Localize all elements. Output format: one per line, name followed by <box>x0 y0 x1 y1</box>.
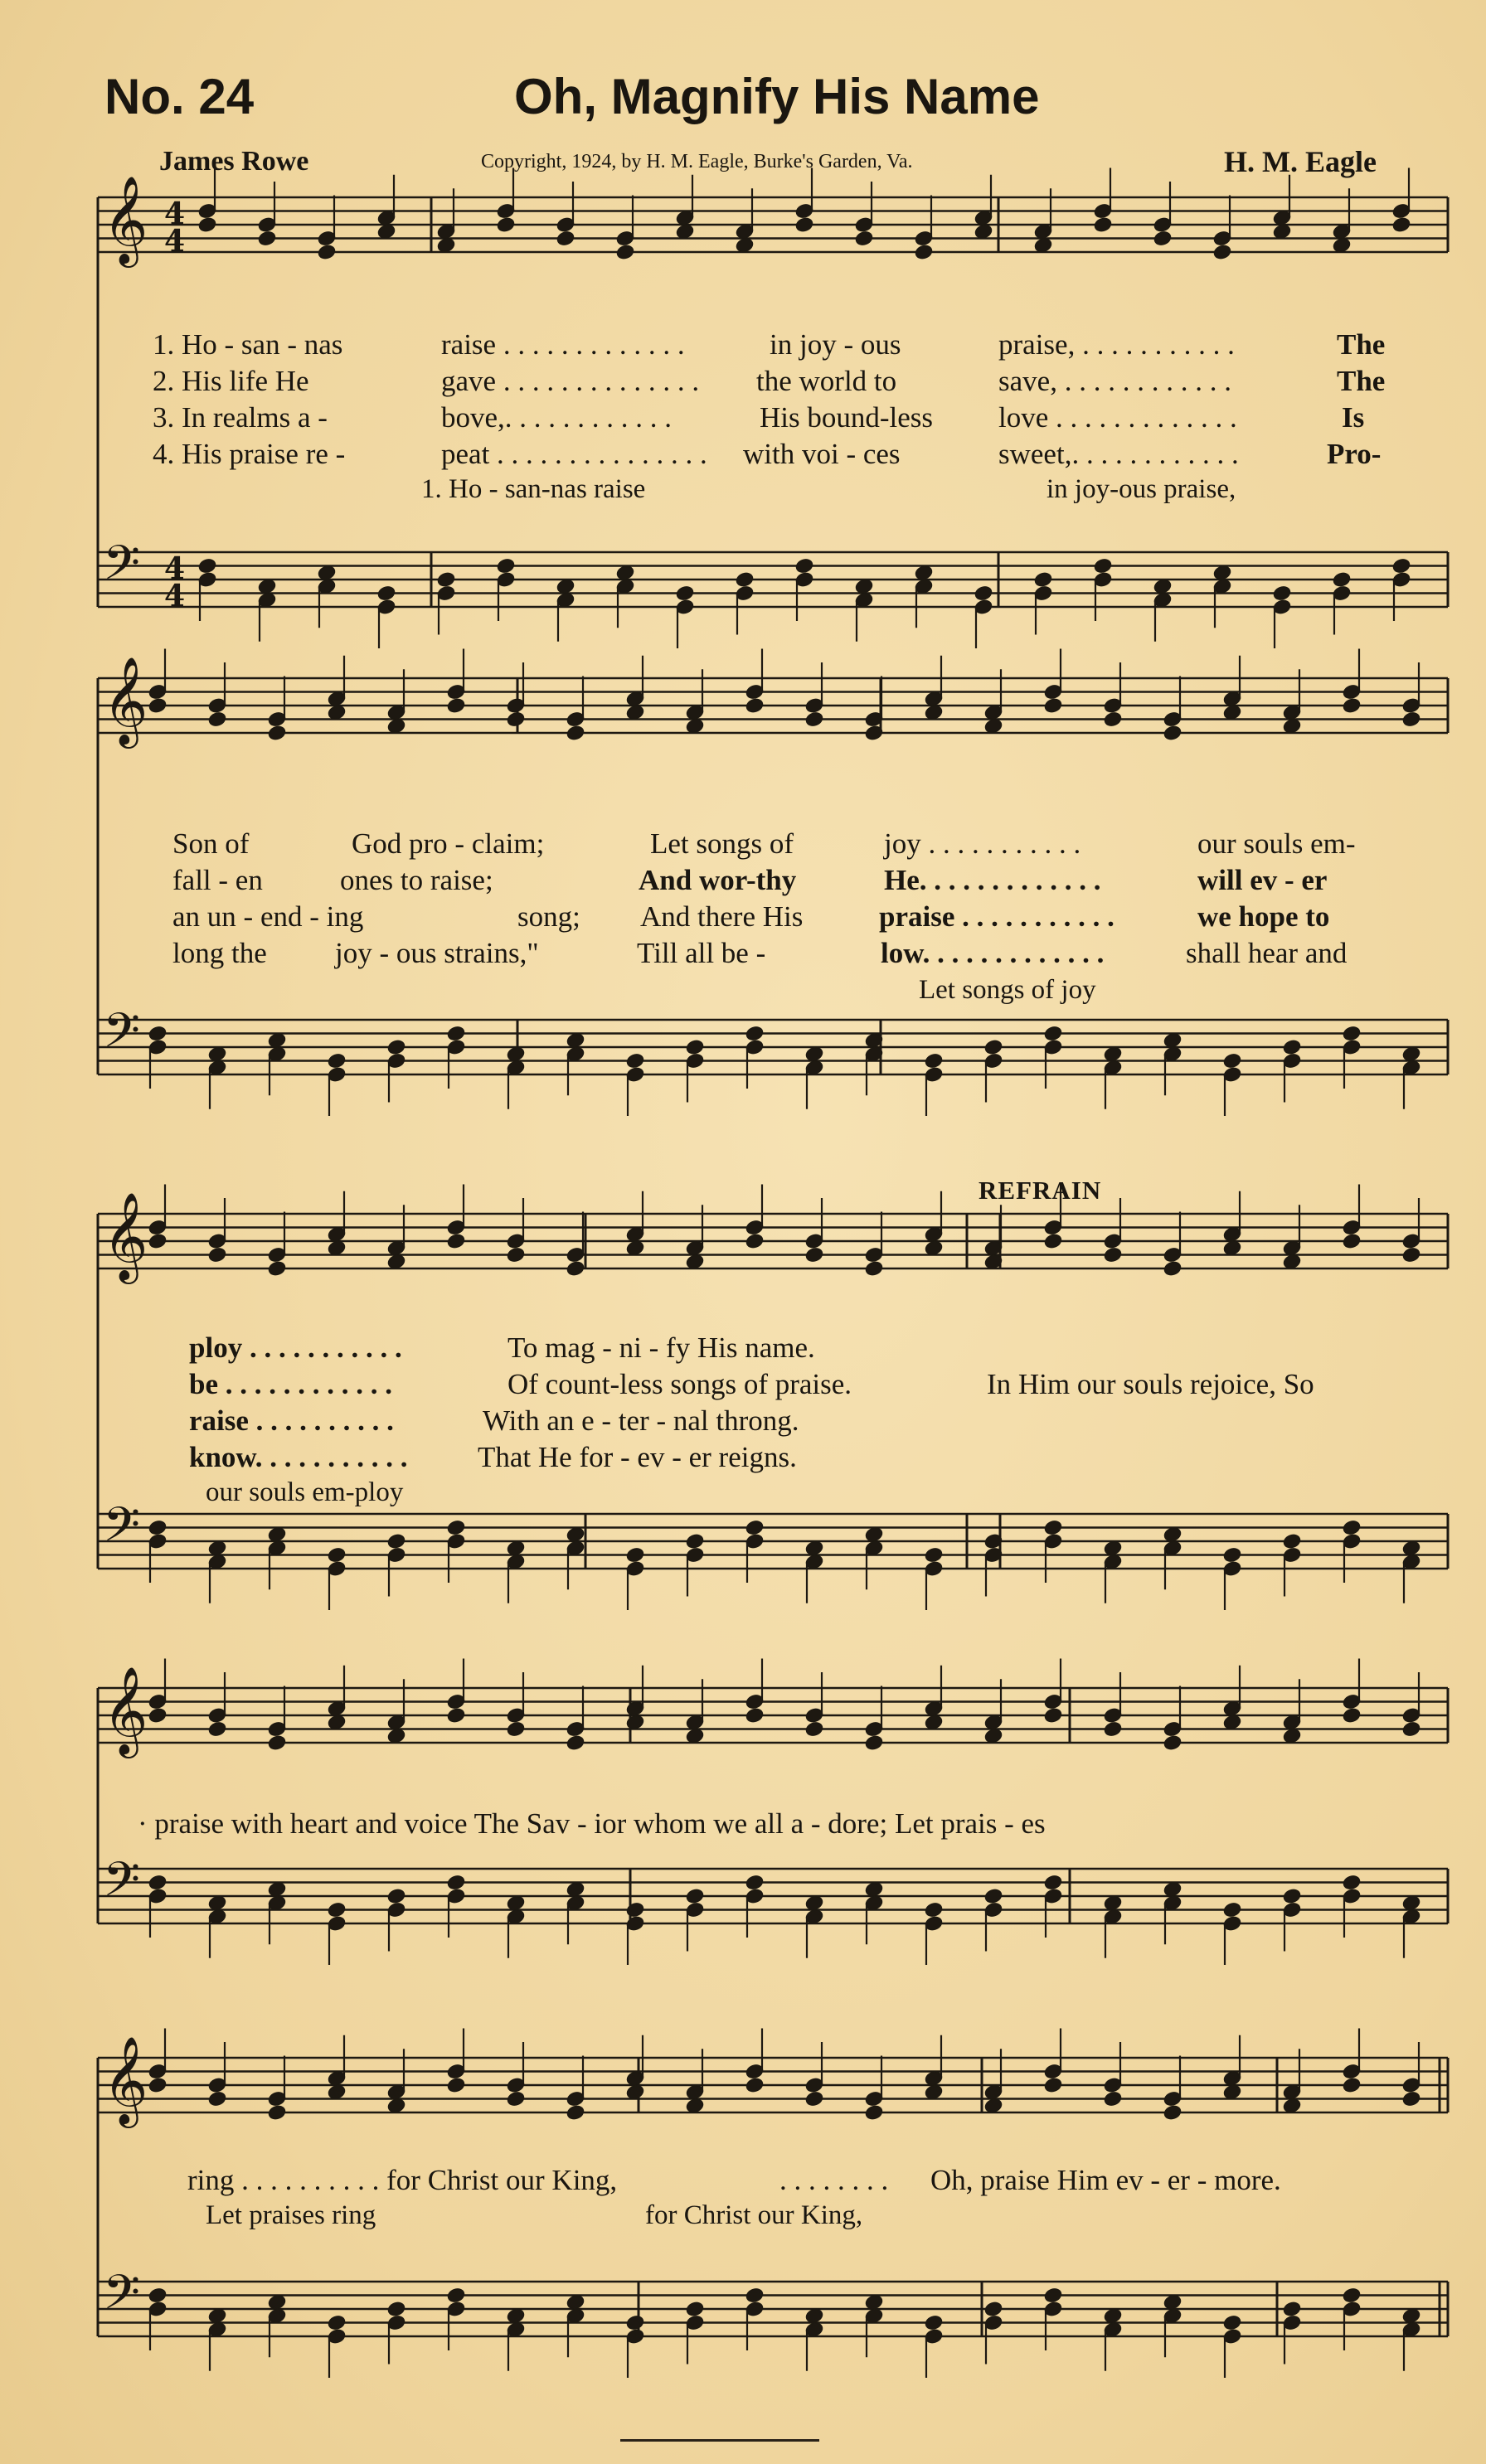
treble-notehead <box>1163 1734 1182 1752</box>
bass-clef-icon: 𝄢 <box>103 2264 141 2332</box>
verse4-phrase5: Pro- <box>1327 438 1382 470</box>
s2-verse4-c: Till all be - <box>637 937 766 969</box>
treble-notehead <box>854 230 874 247</box>
bass-notehead <box>625 1546 645 1564</box>
treble-clef-icon: 𝄞 <box>103 2035 148 2124</box>
treble-notehead <box>745 697 765 715</box>
s5-line-c: Oh, praise Him ev - er - more. <box>930 2164 1281 2196</box>
treble-notehead <box>804 2090 824 2107</box>
bass-notehead <box>625 1901 645 1918</box>
treble-clef-icon: 𝄞 <box>103 175 148 264</box>
bass-notehead <box>1391 557 1411 575</box>
treble-notehead <box>148 1233 168 1250</box>
verse2-phrase2: gave . . . . . . . . . . . . . . <box>441 365 700 397</box>
verse1-phrase2: raise . . . . . . . . . . . . . <box>441 328 685 361</box>
treble-notehead <box>615 244 635 261</box>
bass-notehead <box>1222 1052 1242 1070</box>
bass-notehead <box>745 1025 765 1042</box>
treble-notehead <box>864 1260 884 1278</box>
treble-notehead <box>1401 2090 1421 2107</box>
bass-notehead <box>675 584 695 602</box>
treble-notehead <box>804 711 824 728</box>
bass-notehead <box>924 2314 944 2331</box>
s3-verse4-b: That He for - ev - er reigns. <box>478 1441 797 1473</box>
bass-notehead <box>1342 2287 1362 2304</box>
bass-notehead <box>327 1901 347 1918</box>
treble-notehead <box>267 725 287 742</box>
bass-notehead <box>745 2287 765 2304</box>
verse1-phrase4: praise, . . . . . . . . . . . <box>998 328 1235 361</box>
bass-notehead <box>148 1519 168 1536</box>
treble-notehead <box>506 1720 526 1738</box>
s2-verse1-d: joy . . . . . . . . . . . <box>884 827 1081 860</box>
footer-rule <box>620 2439 819 2442</box>
verse2-phrase4: save, . . . . . . . . . . . . <box>998 365 1231 397</box>
bass-notehead <box>1342 1874 1362 1891</box>
bass-notehead <box>625 2314 645 2331</box>
bass-clef-icon: 𝄢 <box>103 1496 141 1564</box>
treble-notehead <box>1401 1720 1421 1738</box>
verse2-phrase5: The <box>1337 365 1386 397</box>
bass-notehead <box>436 571 456 589</box>
bass-notehead <box>974 584 993 602</box>
treble-notehead <box>556 230 575 247</box>
s2-verse2-c: And wor-thy <box>639 864 797 896</box>
bass-notehead <box>1282 2301 1302 2318</box>
treble-notehead <box>566 725 585 742</box>
bass-notehead <box>496 557 516 575</box>
treble-notehead <box>864 2104 884 2122</box>
verse4-phrase3: with voi - ces <box>743 438 901 470</box>
treble-notehead <box>794 216 814 234</box>
bass-notehead <box>386 2301 406 2318</box>
verse1-phrase3: in joy - ous <box>770 328 901 361</box>
treble-notehead <box>207 711 227 728</box>
bass-clef-icon: 𝄢 <box>103 535 141 603</box>
time-signature: 4 <box>164 224 186 259</box>
alto-lyric-2: Let songs of joy <box>919 975 1096 1005</box>
treble-notehead <box>506 1246 526 1264</box>
treble-notehead <box>1153 230 1173 247</box>
treble-notehead <box>1342 2077 1362 2094</box>
treble-notehead <box>506 711 526 728</box>
bass-notehead <box>685 2301 705 2318</box>
bass-notehead <box>446 1519 466 1536</box>
bass-notehead <box>685 1888 705 1905</box>
treble-notehead <box>148 697 168 715</box>
bass-notehead <box>1272 584 1292 602</box>
bass-notehead <box>327 1546 347 1564</box>
treble-notehead <box>1163 2104 1182 2122</box>
treble-notehead <box>267 1734 287 1752</box>
treble-notehead <box>1103 711 1123 728</box>
bass-notehead <box>1282 1888 1302 1905</box>
bass-notehead <box>685 1039 705 1056</box>
treble-notehead <box>257 230 277 247</box>
treble-notehead <box>267 1260 287 1278</box>
s3-verse1-b: To mag - ni - fy His name. <box>507 1331 815 1364</box>
hymn-number: No. 24 <box>104 69 255 124</box>
treble-notehead <box>1163 725 1182 742</box>
treble-notehead <box>1043 1233 1063 1250</box>
verse2-phrase3: the world to <box>756 365 897 397</box>
bass-notehead <box>794 557 814 575</box>
s2-verse1-b: God pro - claim; <box>352 827 545 860</box>
bass-notehead <box>924 1052 944 1070</box>
treble-notehead <box>566 2104 585 2122</box>
bass-notehead <box>924 1901 944 1918</box>
bass-notehead <box>446 1874 466 1891</box>
s2-verse3-b: song; <box>517 900 580 933</box>
treble-notehead <box>864 1734 884 1752</box>
bass-notehead <box>685 1533 705 1550</box>
treble-notehead <box>566 1734 585 1752</box>
bass-notehead <box>446 2287 466 2304</box>
bass-notehead <box>327 2314 347 2331</box>
treble-notehead <box>1342 1707 1362 1724</box>
bass-notehead <box>1332 571 1352 589</box>
verse2-phrase1: 2. His life He <box>153 365 309 397</box>
treble-notehead <box>804 1246 824 1264</box>
s2-verse2-b: ones to raise; <box>340 864 493 896</box>
time-signature: 4 <box>164 551 186 586</box>
bass-notehead <box>1222 1901 1242 1918</box>
treble-notehead <box>1163 1260 1182 1278</box>
treble-notehead <box>1212 244 1232 261</box>
s2-verse4-b: joy - ous strains," <box>335 937 539 969</box>
treble-notehead <box>914 244 934 261</box>
treble-notehead <box>745 2077 765 2094</box>
bass-notehead <box>983 2301 1003 2318</box>
treble-clef-icon: 𝄞 <box>103 1666 148 1754</box>
bass-notehead <box>1033 571 1053 589</box>
bass-notehead <box>625 1052 645 1070</box>
s2-verse4-a: long the <box>172 937 267 969</box>
bass-notehead <box>1282 1533 1302 1550</box>
s3-verse3-a: raise . . . . . . . . . . <box>189 1404 394 1437</box>
bass-notehead <box>983 1039 1003 1056</box>
treble-notehead <box>566 1260 585 1278</box>
verse4-phrase4: sweet,. . . . . . . . . . . . <box>998 438 1239 470</box>
s3-verse4-a: know. . . . . . . . . . . <box>189 1441 408 1473</box>
s4-line: · praise with heart and voice The Sav - ior whom we all a - dore; Let prais - es <box>138 1807 1046 1840</box>
s3-verse2-c: In Him our souls rejoice, So <box>987 1368 1314 1400</box>
bass-notehead <box>1093 557 1113 575</box>
bass-notehead <box>1043 2287 1063 2304</box>
treble-notehead <box>1401 711 1421 728</box>
alto-lyric-5b: for Christ our King, <box>645 2200 863 2230</box>
treble-notehead <box>804 1720 824 1738</box>
verse3-phrase1: 3. In realms a - <box>153 401 328 434</box>
s5-line-a: ring . . . . . . . . . . for Christ our King, <box>187 2164 618 2196</box>
alto-lyric-1b: in joy-ous praise, <box>1047 474 1236 504</box>
s2-verse3-e: we hope to <box>1197 900 1330 933</box>
bass-notehead <box>148 1874 168 1891</box>
bass-notehead <box>1043 1025 1063 1042</box>
verse3-phrase4: love . . . . . . . . . . . . . <box>998 401 1237 434</box>
treble-notehead <box>1043 697 1063 715</box>
s3-verse3-b: With an e - ter - nal throng. <box>483 1404 799 1437</box>
bass-notehead <box>745 1874 765 1891</box>
bass-clef-icon: 𝄢 <box>103 1002 141 1070</box>
bass-notehead <box>745 1519 765 1536</box>
treble-notehead <box>148 1707 168 1724</box>
composer-credit: H. M. Eagle <box>1224 145 1377 178</box>
treble-notehead <box>207 2090 227 2107</box>
s3-verse2-b: Of count-less songs of praise. <box>507 1368 852 1400</box>
treble-notehead <box>1043 2077 1063 2094</box>
s2-verse2-a: fall - en <box>172 864 263 896</box>
refrain-label: REFRAIN <box>979 1176 1102 1205</box>
verse4-phrase2: peat . . . . . . . . . . . . . . . <box>441 438 707 470</box>
s2-verse3-a: an un - end - ing <box>172 900 364 933</box>
copyright-notice: Copyright, 1924, by H. M. Eagle, Burke's Garden, Va. <box>481 151 913 172</box>
bass-notehead <box>983 1888 1003 1905</box>
lyricist-credit: James Rowe <box>159 146 309 177</box>
treble-notehead <box>745 1233 765 1250</box>
bass-notehead <box>386 1888 406 1905</box>
treble-notehead <box>207 1246 227 1264</box>
verse3-phrase2: bove,. . . . . . . . . . . . <box>441 401 673 434</box>
s5-line-b: . . . . . . . . <box>779 2164 889 2196</box>
verse4-phrase1: 4. His praise re - <box>153 438 346 470</box>
treble-notehead <box>446 1707 466 1724</box>
alto-lyric-3: our souls em-ploy <box>206 1477 404 1507</box>
treble-notehead <box>446 2077 466 2094</box>
bass-notehead <box>148 2287 168 2304</box>
bass-notehead <box>1342 1519 1362 1536</box>
treble-notehead <box>207 1720 227 1738</box>
treble-notehead <box>1093 216 1113 234</box>
bass-notehead <box>386 1533 406 1550</box>
verse1-phrase1: 1. Ho - san - nas <box>153 328 343 361</box>
treble-notehead <box>446 1233 466 1250</box>
bass-notehead <box>1043 1874 1063 1891</box>
treble-notehead <box>496 216 516 234</box>
treble-notehead <box>1391 216 1411 234</box>
s2-verse3-c: And there His <box>640 900 804 933</box>
bass-clef-icon: 𝄢 <box>103 1851 141 1919</box>
s2-verse4-e: shall hear and <box>1186 937 1348 969</box>
bass-notehead <box>924 1546 944 1564</box>
s2-verse1-e: our souls em- <box>1197 827 1356 860</box>
alto-lyric-1a: 1. Ho - san-nas raise <box>421 474 646 504</box>
time-signature: 4 <box>164 196 186 231</box>
bass-notehead <box>446 1025 466 1042</box>
s2-verse1-c: Let songs of <box>650 827 794 860</box>
time-signature: 4 <box>164 579 186 614</box>
treble-notehead <box>1401 1246 1421 1264</box>
s2-verse2-d: He. . . . . . . . . . . . . <box>884 864 1101 896</box>
s3-verse1-a: ploy . . . . . . . . . . . <box>189 1331 402 1364</box>
treble-notehead <box>1103 1720 1123 1738</box>
bass-notehead <box>1222 2314 1242 2331</box>
bass-notehead <box>1222 1546 1242 1564</box>
bass-notehead <box>376 584 396 602</box>
treble-notehead <box>446 697 466 715</box>
treble-notehead <box>148 2077 168 2094</box>
s2-verse2-e: will ev - er <box>1197 864 1328 896</box>
bass-notehead <box>1342 1025 1362 1042</box>
treble-notehead <box>267 2104 287 2122</box>
treble-notehead <box>1043 1707 1063 1724</box>
verse1-phrase5: The <box>1337 328 1386 361</box>
treble-notehead <box>745 1707 765 1724</box>
bass-notehead <box>1043 1519 1063 1536</box>
treble-clef-icon: 𝄞 <box>103 656 148 745</box>
hymn-title: Oh, Magnify His Name <box>514 69 1040 124</box>
treble-notehead <box>197 216 217 234</box>
s2-verse1-a: Son of <box>172 827 250 860</box>
s2-verse3-d: praise . . . . . . . . . . . <box>879 900 1114 933</box>
bass-notehead <box>327 1052 347 1070</box>
verse3-phrase5: Is <box>1342 401 1365 434</box>
verse3-phrase3: His bound-less <box>760 401 934 434</box>
treble-notehead <box>1342 1233 1362 1250</box>
treble-notehead <box>1103 1246 1123 1264</box>
bass-notehead <box>1282 1039 1302 1056</box>
bass-notehead <box>148 1025 168 1042</box>
s3-verse2-a: be . . . . . . . . . . . . <box>189 1368 392 1400</box>
treble-clef-icon: 𝄞 <box>103 1191 148 1280</box>
treble-notehead <box>1342 697 1362 715</box>
bass-notehead <box>197 557 217 575</box>
alto-lyric-5a: Let praises ring <box>206 2200 376 2230</box>
s2-verse4-d: low. . . . . . . . . . . . . <box>881 937 1105 969</box>
bass-notehead <box>386 1039 406 1056</box>
treble-notehead <box>1103 2090 1123 2107</box>
bass-notehead <box>735 571 755 589</box>
treble-notehead <box>317 244 337 261</box>
treble-notehead <box>506 2090 526 2107</box>
